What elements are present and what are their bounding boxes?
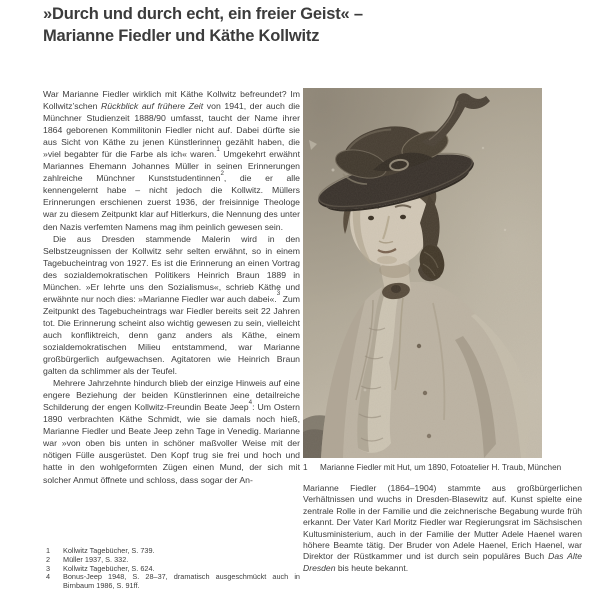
footnotes <box>46 547 300 591</box>
footnote-text: Kollwitz Tagebücher, S. 739. <box>63 546 155 555</box>
paragraph-1: War Marianne Fiedler wirklich mit Käthe Kollwitz befreundet? Im Kollwitz’schen Rückblick auf frühere Zeit von 1941, der auch die Münchner Studienzeit 1888/90 umfasst, taucht der Name ihrer 1864 geborenen Kommilitonin Fiedler nicht auf. Dabei dürfte sie aus Sicht von Käthe zu jenen Künstlerinnen gezählt haben, die »viel begabter für die Farbe als ich« waren.$^1$ Umgekehrt erwähnt Mariannes Ehemann Johannes Müller in seinen Erinnerungen zahlreiche Münchner Kunststudentinnen$^2$, die er alle kennengelernt habe – nicht jedoch die Kollwitz. Müllers Erinnerungen erschienen zuerst 1936, der freisinnige Theologe war zu diesem Zeitpunkt klar auf Hitlerkurs, die Nennung des unter den Nazis verfemten Namens mag ihm peinlich gewesen sein. <box>43 89 300 232</box>
figure-caption-text: Marianne Fiedler mit Hut, um 1890, Fotoatelier H. Traub, München <box>320 463 562 472</box>
right-column <box>303 88 582 574</box>
paragraph-3: Mehrere Jahrzehnte hindurch blieb der einzige Hinweis auf eine engere Beziehung der beiden Künstlerinnen eine detailreiche Schilderung der engen Kollwitz-Freundin Beate Jeep$^4$: Um Ostern 1890 verbrachten Käthe Schmidt, wie sie damals noch hieß, Marianne Fiedler und Beate Jeep zehn Tage in Venedig. Marianne war »von oben bis unten in schöner maßvoller Weise mit der nötigen Fülle ausgerüstet. Den Kopf trug sie frei und hoch und hatte in den wohlgeformten Zügen einen Mund, der sich mit solcher Anmut öffnete und schloss, dass sogar der An- <box>43 378 300 485</box>
figure-caption-number: 1 <box>303 463 308 472</box>
page-title-line1: »Durch und durch echt, ein freier Geist« – <box>43 5 363 23</box>
figure-caption <box>303 463 582 473</box>
footnote-number: 1 <box>46 546 51 555</box>
page-title <box>43 4 363 47</box>
footnote-number: 2 <box>46 554 51 564</box>
bio-paragraph: Marianne Fiedler (1864–1904) stammte aus großbürgerlichen Verhältnissen und wuchs in Dresden-Blasewitz auf. Kunst spielte eine zentrale Rolle in der Familie und die zeichnerische Begabung wurde früh erkannt. Der Vater Karl Moritz Fiedler war Regierungsrat im Sächsischen Kultusministerium, auch in der Familie der Mutter Adele Haenel waren höhere Beamte tätig. Der Bruder von Adele Haenel, Erich Haenel, war Direktor der Rüstkammer und ist durch sein populäres Buch Das Alte Dresden bis heute bekannt. <box>303 483 582 573</box>
paragraph-2: Die aus Dresden stammende Malerin wird in den Selbstzeugnissen der Kollwitz sehr selten erwähnt, so in einem Tagebucheintrag von 1927. Es ist die Erinnerung an einen Vortrag des sozialdemokratischen Politikers Heinrich Braun 1889 in München. »Er lehrte uns den Sozialismus«, schrieb Käthe und erwähnte nur noch dies: »Marianne Fiedler war auch dabei«.$^3$ Zum Zeitpunkt des Tagebucheintrags war Fiedler bereits seit 22 Jahren tot. Die Erinnerung scheint also wichtig gewesen zu sein, vielleicht auch konfliktreich, denn ganz anders als Käthe, einem sozialdemokratischen Milieu entstammend, war Marianne großbürgerlich aufgewachsen. Agitatoren wie Heinrich Braun galten da schlimmer als der Teufel. <box>43 233 300 377</box>
page-title-line2: Marianne Fiedler und Käthe Kollwitz <box>43 26 320 45</box>
footnote-text: Müller 1937, S. 332. <box>63 554 129 564</box>
footnote-text: Bonus-Jeep 1948, S. 28–37, dramatisch ausgeschmückt auch in Birnbaum 1986, S. 91ff. <box>63 572 300 591</box>
footnote-text: Kollwitz Tagebücher, S. 624. <box>63 563 155 573</box>
footnote-number: 3 <box>46 563 51 573</box>
left-column <box>43 88 300 486</box>
portrait-photo-marianne-fiedler <box>303 88 542 458</box>
footnote <box>46 573 300 591</box>
footnote-number: 4 <box>46 572 51 582</box>
